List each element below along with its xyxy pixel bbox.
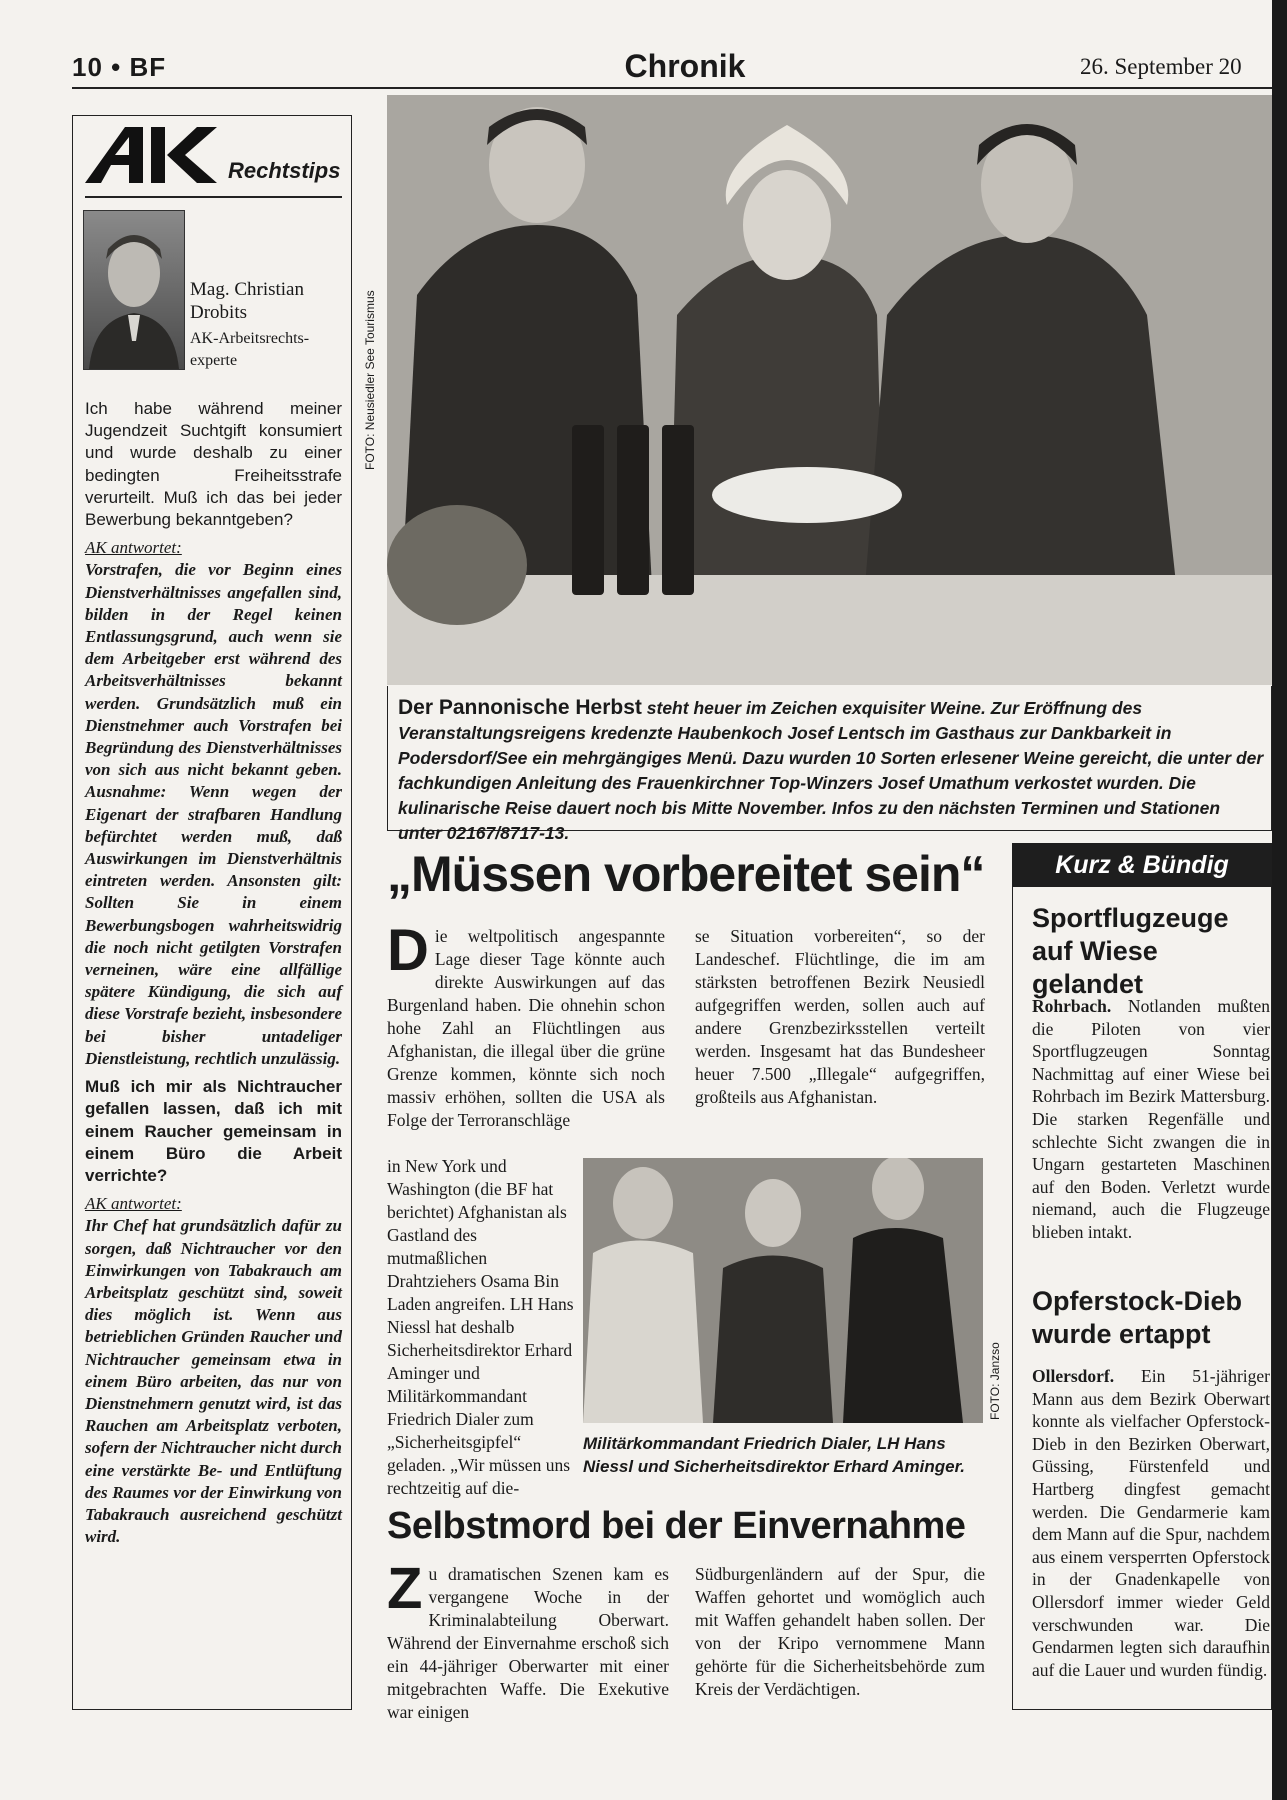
brief-1-headline: Sportflugzeuge auf Wiese gelandet — [1032, 903, 1229, 999]
issue-date: 26. September 20 — [1080, 54, 1242, 79]
article-1-col-1-continued: in New York und Washington (die BF hat berichtet) Afghanistan als Gastland des mutmaßlichen Drahtziehers Osama Bin Laden angreifen. LH Hans Niessl hat deshalb Sicherheitsdirektor Erhard Aminger und Militärkommandant Friedrich Dialer zum „Sicherheitsgipfel“ geladen. „Wir müssen uns rechtzeitig auf die- — [387, 1156, 574, 1498]
photo-2-caption: Militärkommandant Friedrich Dialer, LH Hans Niessl und Sicherheitsdirektor Erhard Aminger. — [583, 1434, 965, 1476]
article-1-col-1: Die weltpolitisch angespannte Lage dieser Tage könnte auch direkte Auswirkungen auf das Burgenland haben. Die ohnehin schon hohe Zahl an Flüchtlingen aus Afghanistan, die illegal über die grüne Grenze kommen, könnte sich noch massiv erhöhen, sollten die USA als Folge der Terroranschläge — [387, 918, 665, 1130]
drop-cap-2: Z — [387, 1556, 423, 1621]
article-1-col-2: se Situation vorbereiten“, so der Landeschef. Flüchtlinge, die im am stärksten betroffenen Bezirk Neusiedl aufgegriffen werden, sollen auch auf andere Grenzbezirksstellen verteilt werden. Insgesamt hat das Bundesheer heuer 7.500 „Illegale“ aufgegriffen, großteils aus Afghanistan. — [695, 926, 985, 1107]
kurz-buendig-title: Kurz & Bündig — [1012, 843, 1272, 887]
answer-1-label: AK antwortet: — [85, 538, 182, 558]
section-title: Chronik — [624, 48, 746, 84]
brief-2-text: Ollersdorf. Ein 51-jähriger Mann aus dem Bezirk Oberwart konnte als vielfacher Opferstock-Dieb in den Bezirken Oberwart, Güssing, Fürstenfeld und Hartberg dingfest gemacht werden. Die Gendarmerie kam dem Mann auf die Spur, nachdem aus einem versperrten Opferstock in der Gnadenkapelle von Ollersdorf immer wieder Geld verschwunden war. Die Gendarmen legten sich daraufhin auf die Lauer und wurden fündig. — [1032, 1366, 1270, 1680]
article-1-headline: „Müssen vorbereitet sein“ — [387, 846, 985, 902]
security-summit-photo — [583, 1158, 983, 1423]
author-portrait — [83, 210, 185, 370]
answer-2-label: AK antwortet: — [85, 1194, 182, 1214]
brief-1-text: Rohrbach. Notlanden mußten die Piloten von vier Sportflugzeugen Sonntag Nachmittag auf einer Wiese bei Rohrbach im Bezirk Mattersburg. Die starken Regenfälle und schlechte Sicht zwangen die in Ungarn gestarteten Maschinen auf den Boden. Verletzt wurde niemand, auch die Flugzeuge blieben intakt. — [1032, 996, 1270, 1242]
header-rule — [72, 87, 1272, 89]
page-number: 10 • BF — [72, 52, 167, 82]
ak-logo-icon — [85, 125, 220, 185]
photo-credit-2: FOTO: Janzso — [988, 1342, 1002, 1420]
answer-1: Vorstrafen, die vor Beginn eines Dienstverhältnisses angefallen sind, bilden in der Regel keinen Entlassungsgrund, auch wenn sie dem Arbeitgeber erst während des Arbeitsverhältnisses bekannt werden. Grundsätzlich muß ein Dienstnehmer auch Vorstrafen bei Begründung des Dienstverhältnisses von sich aus nicht bekannt geben. Ausnahme: Wenn wegen der Eigenart der strafbaren Handlung befürchtet werden muß, daß Auswirkungen im Dienstverhältnis eintreten werden. Ansonsten gilt: Sollten Sie in einem Bewerbungsbogen wahrheitswidrig die noch nicht getilgten Vorstrafen verneinen, wäre eine allfällige spätere Kündigung, die sich auf diese Vorstrafe bezieht, insbesondere bei bisher untadeliger Dienstleistung, rechtlich unzulässig. — [85, 560, 342, 1068]
ak-title: Rechtstips — [228, 158, 341, 183]
author-name: Mag. Christian Drobits — [190, 279, 304, 323]
article-2-headline: Selbstmord bei der Einvernahme — [387, 1505, 966, 1547]
brief-2-headline: Opferstock-Dieb wurde ertappt — [1032, 1286, 1243, 1349]
question-2: Muß ich mir als Nichtraucher gefallen lassen, daß ich mit einem Raucher gemeinsam in einem Büro die Arbeit verrichte? — [85, 1077, 342, 1185]
caption-body: steht heuer im Zeichen exquisiter Weine. Zur Eröffnung des Veranstaltungsreigens kredenzte Haubenkoch Josef Lentsch im Gasthaus zur Dankbarkeit in Podersdorf/See ein mehrgängiges Menü. Dazu wurden 10 Sorten erlesener Weine gereicht, die unter der fachkundigen Anleitung des Frauenkirchner Top-Winzers Josef Umathum verkostet wurden. Die kulinarische Reise dauert noch bis Mitte November. Infos zu den nächsten Terminen und Stationen unter 02167/8717-13. — [398, 698, 1264, 843]
caption-lead: Der Pannonische Herbst — [398, 696, 642, 719]
drop-cap: D — [387, 918, 429, 983]
article-2-col-2: Südburgenländern auf der Spur, die Waffen gehortet und womöglich auch mit Waffen gehandelt haben sollen. Der von der Kripo vernommene Mann gehörte für die Sicherheitsbehörde zum Kreis der Verdächtigen. — [695, 1564, 985, 1699]
wine-event-photo — [387, 95, 1272, 685]
ak-qa-text — [85, 398, 342, 1554]
article-2-col-1: Zu dramatischen Szenen kam es vergangene Woche in der Kriminalabteilung Oberwart. Während der Einvernahme erschoß sich ein 44-jähriger Oberwarter mit einer mitgebrachten Waffe. Die Exekutive war einigen — [387, 1556, 669, 1722]
photo-credit: FOTO: Neusiedler See Tourismus — [363, 290, 377, 470]
answer-2: Ihr Chef hat grundsätzlich dafür zu sorgen, daß Nichtraucher vor den Einwirkungen von Tabakrauch am Arbeitsplatz geschützt sind, soweit dies möglich ist. Wenn aus betrieblichen Gründen Raucher und Nichtraucher gemeinsam etwa in einem Büro arbeiten, das nur von Dienstnehmern genutzt wird, ist das Rauchen am Arbeitsplatz verboten, sofern der Nichtraucher nicht durch eine verstärkte Be- und Entlüftung des Raumes vor der Einwirkung von Tabakrauch ausreichend geschützt wird. — [85, 1216, 342, 1547]
ak-title-rule — [85, 196, 342, 198]
photo-caption — [398, 695, 1266, 846]
author-role: AK-Arbeitsrechts-experte — [190, 330, 310, 369]
question-1: Ich habe während meiner Jugendzeit Suchtgift konsumiert und wurde deshalb zu einer bedingten Freiheitsstrafe verurteilt. Muß ich das bei jeder Bewerbung bekanntgeben? — [85, 399, 342, 530]
scan-edge — [1272, 0, 1287, 1800]
